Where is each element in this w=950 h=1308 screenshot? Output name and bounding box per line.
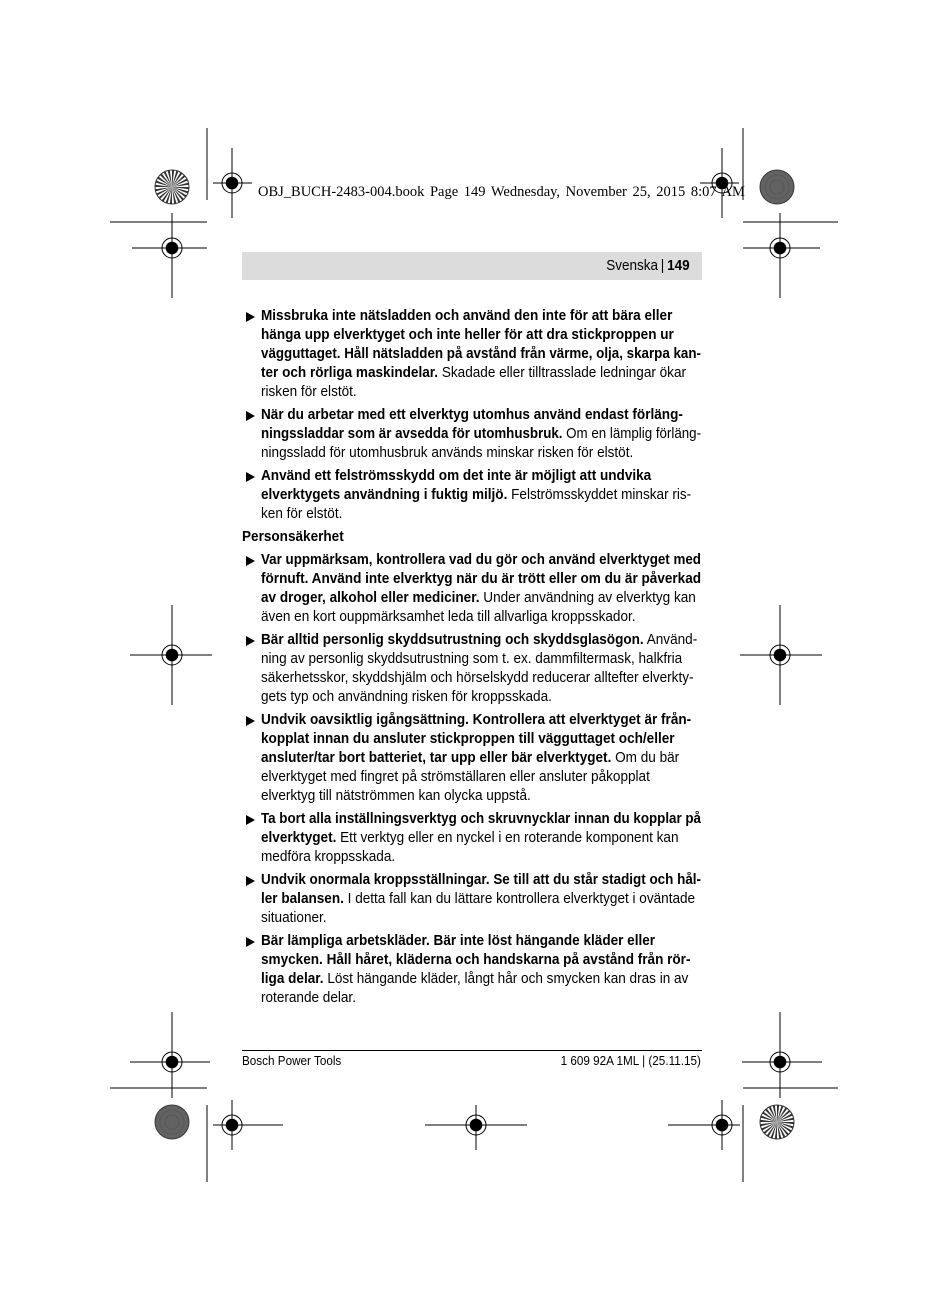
bullet-triangle-icon: [246, 411, 255, 421]
text-line: [261, 989, 356, 1008]
star-wedge: [172, 175, 185, 187]
text-line: [261, 608, 636, 627]
star-wedge: [760, 1122, 777, 1126]
star-wedge: [172, 187, 184, 200]
star-wedge: [777, 1110, 790, 1122]
text-line: [261, 932, 655, 951]
text-line: [261, 951, 690, 970]
regular-text: elverktyget med fingret på strömställaren eller ansluter påkopplat: [261, 769, 650, 785]
bold-text: Ta bort alla inställningsverktyg och skruvnycklar innan du kopplar på: [261, 811, 701, 827]
regular-text: Felströmsskyddet minskar ris-: [507, 487, 692, 503]
star-wedge: [164, 171, 173, 187]
bold-text: vägguttaget. Håll nätsladden på avstånd från värme, olja, skarpa kan-: [261, 346, 701, 362]
safety-instruction: [242, 307, 702, 402]
running-head-text: [607, 252, 690, 280]
text-line: [261, 711, 691, 730]
star-wedge: [155, 185, 172, 187]
star-wedge: [172, 172, 182, 187]
text-line: [261, 364, 686, 383]
text-line: [261, 425, 701, 444]
safety-instruction: [242, 551, 702, 627]
bold-text: av droger, alkohol eller mediciner.: [261, 590, 480, 606]
bold-text: Använd ett felströmsskydd om det inte är möjligt att undvika: [261, 468, 652, 484]
registration-mark: [668, 1100, 740, 1150]
bold-text: hänga upp elverktyget och inte heller för att dra stickproppen ur: [261, 327, 674, 343]
regular-text: säkerhetsskor, skyddshjälm och hörselskydd reducerar alltefter elverkty-: [261, 670, 694, 686]
bullet-triangle-icon: [246, 815, 255, 825]
regular-text: I detta fall kan du lättare kontrollera elverktyget i oväntade: [343, 891, 696, 907]
regular-text: Skadade eller tilltrasslade ledningar ökar: [438, 365, 687, 381]
text-line: [261, 871, 701, 890]
regular-text: roterande delar.: [261, 990, 356, 1006]
bold-text: ansluter/tar bort batteriet, tar upp eller bär elverktyget.: [261, 750, 612, 766]
safety-instruction: [242, 810, 702, 867]
footer-brand: Bosch Power Tools: [242, 1053, 342, 1068]
text-line: [261, 650, 682, 669]
bold-text: ningssladdar som är avsedda för utomhusbruk.: [261, 426, 563, 442]
star-wedge: [777, 1118, 794, 1122]
text-line: [261, 848, 395, 867]
text-line: [261, 810, 701, 829]
star-wedge: [777, 1122, 789, 1135]
running-head: [242, 252, 702, 280]
regular-text: risken för elstöt.: [261, 384, 357, 400]
star-wedge: [156, 187, 172, 196]
regular-text: Ett verktyg eller en nyckel i en roterande komponent kan: [336, 830, 679, 846]
bullet-triangle-icon: [246, 876, 255, 886]
print-slug: OBJ_BUCH-2483-004.book Page 149 Wednesday, November 25, 2015 8:07 AM: [258, 184, 745, 200]
bold-text: kopplat innan du ansluter stickproppen till vägguttaget och/eller: [261, 731, 675, 747]
footer-rule: [242, 1050, 702, 1051]
regular-text: elverktyg till nätströmmen kan olycka uppstå.: [261, 788, 531, 804]
star-wedge: [170, 187, 172, 204]
star-wedge: [777, 1122, 794, 1124]
regular-text: Löst hängande kläder, långt hår och smycken kan dras in av: [323, 971, 689, 987]
star-wedge: [777, 1122, 793, 1129]
star-wedge: [775, 1122, 777, 1139]
star-wedge: [172, 170, 174, 187]
regular-text: ken för elstöt.: [261, 506, 343, 522]
regular-text: medföra kroppsskada.: [261, 849, 396, 865]
star-wedge: [761, 1115, 777, 1122]
star-wedge: [777, 1122, 792, 1132]
footer-doc-number: 1 609 92A 1ML | (25.11.15): [560, 1053, 701, 1068]
registration-mark: [740, 605, 822, 705]
star-wedge: [172, 187, 176, 204]
registration-mark: [213, 1100, 283, 1150]
siemens-star-rosette: [155, 170, 189, 204]
star-wedge: [172, 187, 188, 194]
star-wedge: [777, 1107, 787, 1122]
text-line: [261, 486, 691, 505]
registration-mark: [130, 1012, 210, 1098]
star-wedge: [773, 1105, 777, 1122]
bold-text: Var uppmärksam, kontrollera vad du gör och använd elverktyget med: [261, 552, 701, 568]
star-wedge: [156, 180, 172, 187]
regular-text: Om du bär: [611, 750, 680, 766]
star-wedge: [172, 187, 189, 189]
star-wedge: [168, 170, 172, 187]
regular-text: gets typ och användning risken för kroppsskada.: [261, 689, 552, 705]
regular-text: Om en lämplig förläng-: [562, 426, 702, 442]
text-line: [261, 909, 327, 928]
text-line: [261, 444, 633, 463]
star-wedge: [172, 183, 189, 187]
star-wedge: [157, 177, 172, 187]
star-wedge: [777, 1114, 793, 1123]
registration-mark: [743, 213, 820, 298]
registration-mark: [213, 148, 252, 218]
text-line: [261, 730, 675, 749]
text-line: [261, 551, 701, 570]
safety-instruction: [242, 932, 702, 1008]
regular-text: Använd-: [643, 632, 698, 648]
star-wedge: [162, 187, 172, 202]
siemens-star-rosette: [760, 1105, 794, 1139]
text-line: [261, 406, 683, 425]
text-line: [261, 505, 342, 524]
bold-text: Bär lämpliga arbetskläder. Bär inte löst hängande kläder eller: [261, 933, 656, 949]
gray-rosette: [155, 1105, 189, 1139]
star-wedge: [172, 187, 187, 197]
text-line: [261, 787, 531, 806]
text-line: [261, 326, 674, 345]
star-wedge: [761, 1122, 777, 1131]
safety-instruction: [242, 711, 702, 806]
bold-text: elverktyget.: [261, 830, 337, 846]
star-wedge: [155, 187, 172, 191]
section-heading: Personsäkerhet: [242, 529, 344, 545]
bold-text: När du arbetar med ett elverktyg utomhus använd endast förläng-: [261, 407, 683, 423]
registration-mark: [130, 605, 212, 705]
bullet-triangle-icon: [246, 556, 255, 566]
text-line: [261, 749, 679, 768]
star-wedge: [777, 1106, 784, 1122]
bullet-triangle-icon: [246, 312, 255, 322]
star-wedge: [765, 1109, 777, 1122]
star-wedge: [760, 1120, 777, 1122]
safety-instruction: [242, 467, 702, 524]
bold-text: ler balansen.: [261, 891, 344, 907]
registration-mark: [742, 1012, 822, 1098]
regular-text: ningssladd för utomhusbruk används minskar risken för elstöt.: [261, 445, 634, 461]
bold-text: smycken. Håll håret, kläderna och handskarna på avstånd från rör-: [261, 952, 691, 968]
gray-rosette: [760, 170, 794, 204]
bullet-triangle-icon: [246, 937, 255, 947]
text-line: [261, 970, 688, 989]
bold-text: Bär alltid personlig skyddsutrustning och skyddsglasögon.: [261, 632, 644, 648]
body-text: [242, 307, 702, 1012]
bold-text: Missbruka inte nätsladden och använd den inte för att bära eller: [261, 308, 673, 324]
text-line: [261, 589, 696, 608]
registration-mark: [425, 1105, 527, 1150]
safety-instruction: [242, 631, 702, 707]
bullet-triangle-icon: [246, 472, 255, 482]
text-line: [261, 688, 552, 707]
regular-text: Under användning av elverktyg kan: [479, 590, 696, 606]
star-wedge: [172, 171, 179, 187]
bold-text: förnuft. Använd inte elverktyg när du är trött eller om du är påverkad: [261, 571, 702, 587]
text-line: [261, 669, 694, 688]
registration-mark: [132, 213, 207, 298]
page-number: 149: [667, 258, 690, 274]
star-outline: [155, 170, 189, 204]
regular-text: ning av personlig skyddsutrustning som t. ex. dammfiltermask, halkfria: [261, 651, 683, 667]
bold-text: Undvik oavsiktlig igångsättning. Kontrollera att elverktyget är från-: [261, 712, 692, 728]
bold-text: liga delar.: [261, 971, 324, 987]
star-outline: [760, 1105, 794, 1139]
text-line: [261, 631, 697, 650]
safety-instruction: [242, 871, 702, 928]
text-line: [261, 307, 672, 326]
star-wedge: [777, 1122, 786, 1138]
star-wedge: [762, 1112, 777, 1122]
star-wedge: [777, 1122, 781, 1139]
text-line: [261, 890, 695, 909]
text-line: [261, 345, 701, 364]
star-wedge: [777, 1105, 779, 1122]
text-line: [261, 383, 357, 402]
bullet-triangle-icon: [246, 636, 255, 646]
text-line: [261, 467, 651, 486]
star-wedge: [159, 187, 172, 199]
star-wedge: [769, 1106, 778, 1122]
language-label: Svenska: [606, 258, 659, 274]
star-wedge: [770, 1122, 777, 1138]
bullet-triangle-icon: [246, 716, 255, 726]
bold-text: elverktygets användning i fuktig miljö.: [261, 487, 508, 503]
text-line: [261, 570, 701, 589]
bold-text: ter och rörliga maskindelar.: [261, 365, 439, 381]
safety-instruction: [242, 406, 702, 463]
star-wedge: [172, 179, 188, 188]
bold-text: Undvik onormala kroppsställningar. Se till att du står stadigt och hål-: [261, 872, 702, 888]
star-wedge: [764, 1122, 777, 1134]
star-wedge: [767, 1122, 777, 1137]
star-wedge: [172, 187, 181, 203]
text-line: [261, 829, 679, 848]
regular-text: situationer.: [261, 910, 327, 926]
running-head-separator: |: [661, 258, 665, 274]
text-line: [261, 768, 650, 787]
regular-text: även en kort ouppmärksamhet leda till allvarliga kroppsskador.: [261, 609, 636, 625]
star-wedge: [165, 187, 172, 203]
star-wedge: [160, 174, 172, 187]
